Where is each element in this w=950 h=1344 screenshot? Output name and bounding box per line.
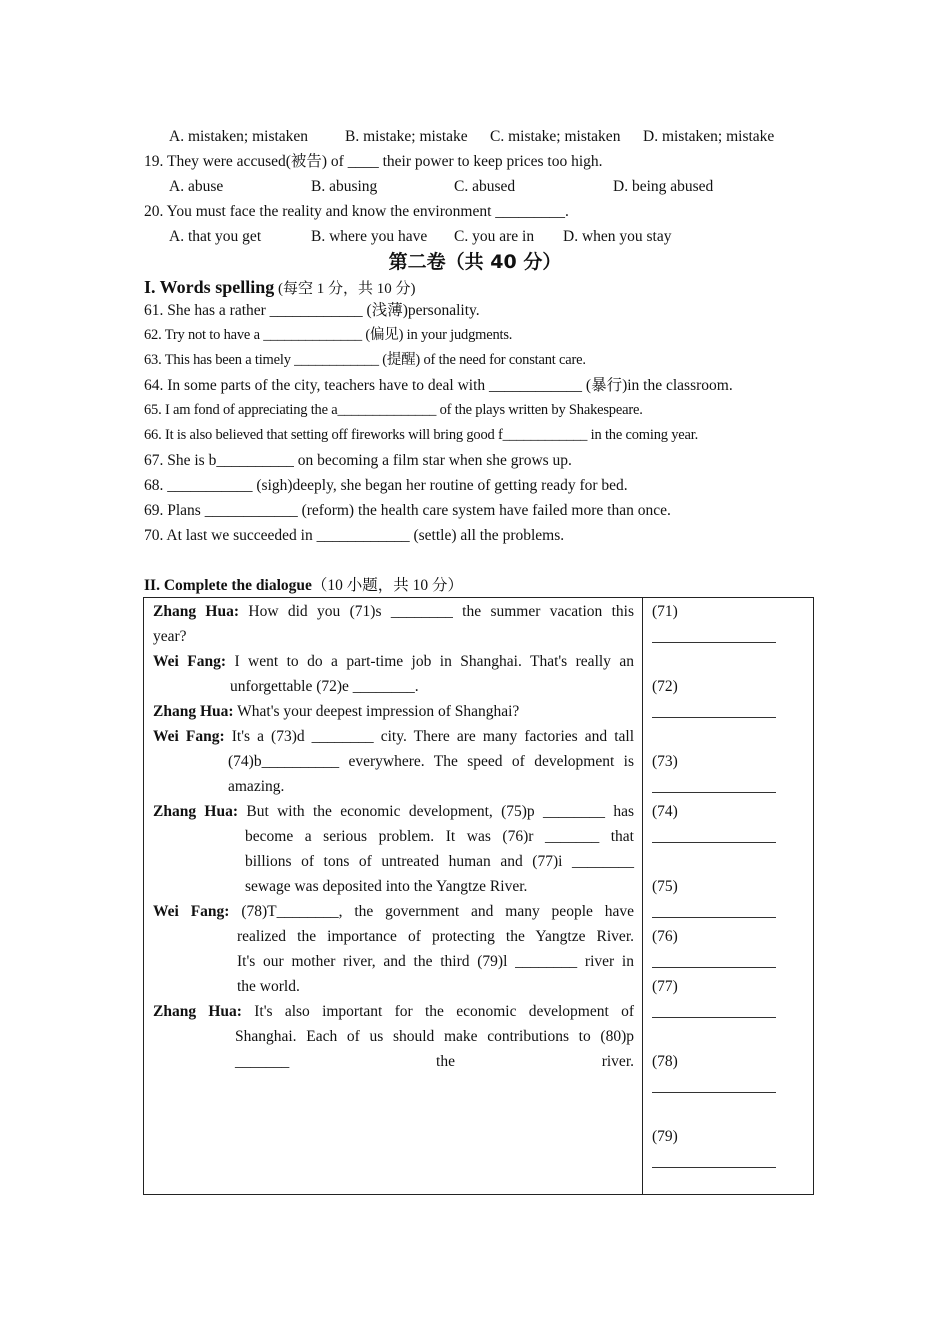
dialogue-line-5b: become a serious problem. It was (76)r _______ that: [245, 828, 634, 845]
table-column-divider: [642, 598, 643, 1194]
answer-label-74: (74): [652, 803, 678, 820]
answer-blank-78[interactable]: [652, 1092, 776, 1093]
speaker-zhang: Zhang Hua:: [153, 603, 240, 620]
part2-note: （10 小题，共 10 分）: [311, 577, 464, 594]
q18-option-b: B. mistake; mistake: [345, 128, 468, 145]
answer-label-77: (77): [652, 978, 678, 995]
q18-option-c: C. mistake; mistaken: [490, 128, 621, 145]
word-item-68: 68. ___________ (sigh)deeply, she began her routine of getting ready for bed.: [144, 477, 628, 494]
word-item-61: 61. She has a rather ____________ (浅薄)personality.: [144, 302, 480, 319]
answer-blank-77[interactable]: [652, 1017, 776, 1018]
word-item-66: 66. It is also believed that setting off fireworks will bring good f____________ in the coming year.: [144, 427, 698, 443]
q20-option-a: A. that you get: [169, 228, 262, 245]
q19-option-a: A. abuse: [169, 178, 224, 195]
dialogue-line-6a: [153, 899, 634, 924]
answer-label-72: (72): [652, 678, 678, 695]
dialogue-line-3: [153, 699, 519, 724]
answer-label-79: (79): [652, 1128, 678, 1145]
line-text: But with the economic development, (75)p ________ has: [238, 803, 635, 820]
line-text: What's your deepest impression of Shanghai?: [233, 703, 520, 720]
word-item-70: 70. At last we succeeded in ____________ (settle) all the problems.: [144, 527, 565, 544]
line-text: I went to do a part-time job in Shanghai. That's really an: [226, 653, 634, 670]
answer-blank-76[interactable]: [652, 967, 776, 968]
answer-blank-75[interactable]: [652, 917, 776, 918]
dialogue-line-1b: year?: [153, 628, 187, 645]
dialogue-line-5d: sewage was deposited into the Yangtze River.: [245, 878, 528, 895]
answer-label-75: (75): [652, 878, 678, 895]
speaker-wei: Wei Fang:: [153, 728, 225, 745]
dialogue-line-6d: the world.: [237, 978, 300, 995]
line-text: It's a (73)d ________ city. There are many factories and tall: [224, 728, 634, 745]
dialogue-line-7c: _______ the river.: [235, 1053, 634, 1070]
speaker-zhang: Zhang Hua:: [153, 1003, 242, 1020]
q20-option-c: C. you are in: [454, 228, 535, 245]
speaker-zhang: Zhang Hua:: [153, 703, 234, 720]
part1-title: I. Words spelling: [144, 277, 275, 297]
dialogue-line-7b: Shanghai. Each of us should make contributions to (80)p: [235, 1028, 634, 1045]
word-item-69: 69. Plans ____________ (reform) the health care system have failed more than once.: [144, 502, 671, 519]
answer-label-78: (78): [652, 1053, 678, 1070]
word-item-62: 62. Try not to have a ______________ (偏见) in your judgments.: [144, 327, 513, 343]
dialogue-line-4a: [153, 724, 634, 749]
q18-option-a: A. mistaken; mistaken: [169, 128, 309, 145]
section-title: 第二卷（共 40 分）: [388, 251, 562, 273]
answer-blank-74[interactable]: [652, 842, 776, 843]
dialogue-line-4b: (74)b__________ everywhere. The speed of development is: [228, 753, 634, 770]
dialogue-line-4c: amazing.: [228, 778, 285, 795]
part2-heading: [144, 573, 463, 598]
q19-option-d: D. being abused: [613, 178, 714, 195]
speaker-wei: Wei Fang:: [153, 653, 227, 670]
line-text: (78)T________, the government and many people have: [229, 903, 634, 920]
q20-option-b: B. where you have: [311, 228, 428, 245]
word-item-63: 63. This has been a timely ____________ (提醒) of the need for constant care.: [144, 352, 586, 368]
dialogue-line-2b: unforgettable (72)e ________.: [230, 678, 419, 695]
dialogue-table: [143, 597, 814, 1195]
answer-label-71: (71): [652, 603, 678, 620]
dialogue-line-2a: [153, 649, 634, 674]
line-text: It's also important for the economic development of: [241, 1003, 634, 1020]
speaker-zhang: Zhang Hua:: [153, 803, 239, 820]
answer-label-76: (76): [652, 928, 678, 945]
dialogue-line-5c: billions of tons of untreated human and (77)i ________: [245, 853, 634, 870]
dialogue-line-1a: [153, 599, 634, 624]
q19-option-b: B. abusing: [311, 178, 378, 195]
dialogue-line-5a: [153, 799, 634, 824]
dialogue-line-6b: realized the importance of protecting the Yangtze River.: [237, 928, 634, 945]
line-text: How did you (71)s ________ the summer vacation this: [239, 603, 634, 620]
answer-blank-73[interactable]: [652, 792, 776, 793]
answer-label-73: (73): [652, 753, 678, 770]
dialogue-line-7a: [153, 999, 634, 1024]
word-item-65: 65. I am fond of appreciating the a______________ of the plays written by Shakespeare.: [144, 402, 643, 418]
part1-note: (每空 1 分，共 10 分): [274, 281, 416, 297]
word-item-64: 64. In some parts of the city, teachers have to deal with ____________ (暴行)in the classroom.: [144, 377, 733, 394]
word-item-67: 67. She is b__________ on becoming a film star when she grows up.: [144, 452, 572, 469]
q19-stem: 19. They were accused(被告) of ____ their power to keep prices too high.: [144, 153, 603, 170]
q20-option-d: D. when you stay: [563, 228, 672, 245]
answer-blank-72[interactable]: [652, 717, 776, 718]
q19-option-c: C. abused: [454, 178, 516, 195]
speaker-wei: Wei Fang:: [153, 903, 230, 920]
part2-title: II. Complete the dialogue: [144, 577, 312, 594]
dialogue-line-6c: It's our mother river, and the third (79)l ________ river in: [237, 953, 634, 970]
q18-option-d: D. mistaken; mistake: [643, 128, 775, 145]
answer-blank-79[interactable]: [652, 1167, 776, 1168]
answer-blank-71[interactable]: [652, 642, 776, 643]
q20-stem: 20. You must face the reality and know the environment _________.: [144, 203, 569, 220]
